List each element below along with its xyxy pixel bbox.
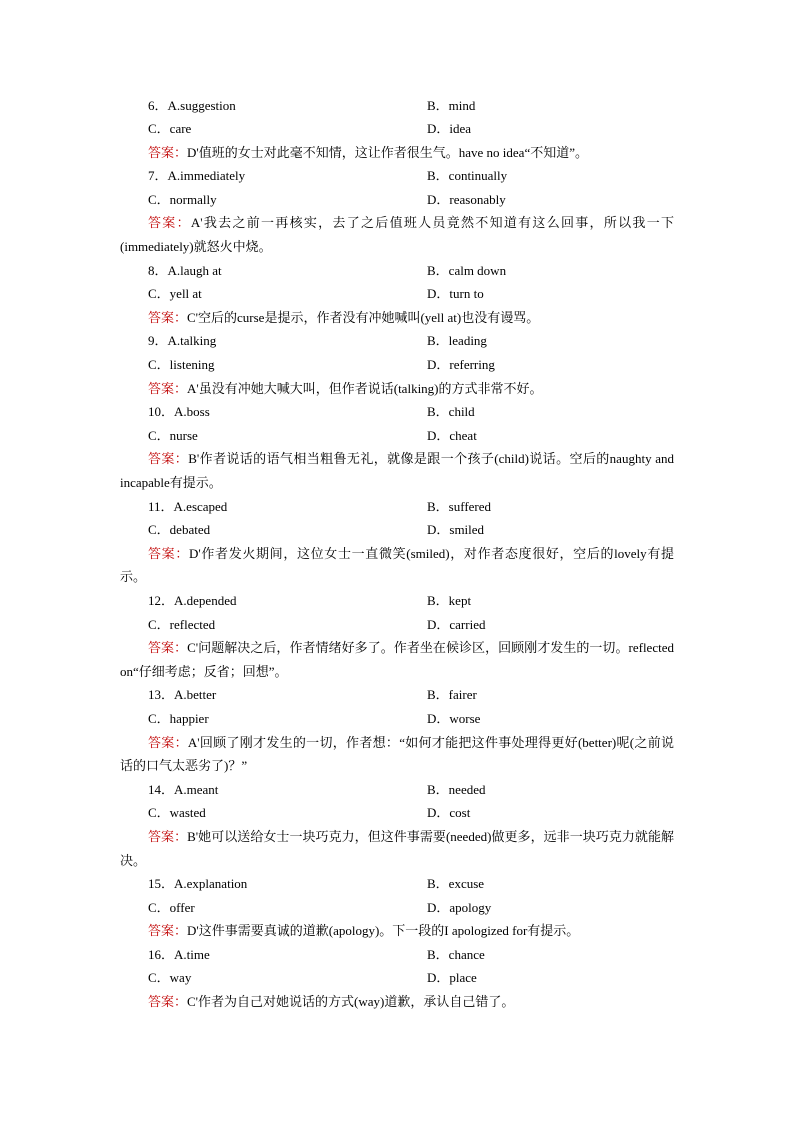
question-block xyxy=(0,589,794,683)
options-row xyxy=(0,400,794,424)
options-row xyxy=(0,943,794,967)
option-d: D．place xyxy=(427,970,477,986)
options-row xyxy=(0,117,794,141)
answer-explanation xyxy=(0,306,794,330)
option-b: B．excuse xyxy=(427,876,485,892)
question-block xyxy=(0,259,794,330)
option-b: B．fairer xyxy=(427,687,477,703)
question-block xyxy=(0,400,794,494)
answer-label: 答案： xyxy=(148,380,188,396)
option-c: C．care xyxy=(148,121,192,137)
answer-explanation xyxy=(0,919,794,943)
question-number: 15． xyxy=(148,876,175,892)
answer-text: D'作者发火期间，这位女士一直微笑(smiled)，对作者态度很好，空后的lovely有提示。 xyxy=(120,545,674,585)
option-d: D．worse xyxy=(427,710,481,726)
option-a-text: A.depended xyxy=(174,592,237,608)
option-b: B．chance xyxy=(427,946,485,962)
answer-label: 答案： xyxy=(148,734,188,750)
options-row xyxy=(0,778,794,802)
answer-explanation xyxy=(0,825,794,872)
answer-explanation xyxy=(0,636,794,683)
answer-text: A'我去之前一再核实，去了之后值班人员竟然不知道有这么回事，所以我一下(immediately)就怒火中烧。 xyxy=(120,215,674,255)
option-b: B．leading xyxy=(427,333,487,349)
answer-text: B'她可以送给女士一块巧克力，但这件事需要(needed)做更多，远非一块巧克力就能解决。 xyxy=(120,828,674,868)
option-c: C．normally xyxy=(148,191,217,207)
answer-text: C'作者为自己对她说话的方式(way)道歉，承认自己错了。 xyxy=(187,994,515,1010)
answer-explanation xyxy=(0,211,794,258)
question-number: 6． xyxy=(148,97,168,113)
answer-label: 答案： xyxy=(148,451,189,467)
option-a xyxy=(148,778,218,802)
option-d: D．turn to xyxy=(427,286,484,302)
option-a xyxy=(148,329,216,353)
option-b: B．needed xyxy=(427,781,486,797)
option-a xyxy=(148,400,210,424)
option-b: B．continually xyxy=(427,168,508,184)
option-a-text: A.boss xyxy=(174,404,210,420)
option-c: C．yell at xyxy=(148,286,202,302)
question-number: 8． xyxy=(148,262,168,278)
options-row xyxy=(0,896,794,920)
answer-text: B'作者说话的语气相当粗鲁无礼，就像是跟一个孩子(child)说话。空后的naughty and incapable有提示。 xyxy=(120,451,674,490)
answer-explanation xyxy=(0,731,794,778)
answer-label: 答案： xyxy=(148,828,188,844)
option-b: B．child xyxy=(427,404,475,420)
answer-label: 答案： xyxy=(148,545,189,561)
answer-label: 答案： xyxy=(148,144,188,160)
options-row xyxy=(0,259,794,283)
option-d: D．referring xyxy=(427,357,495,373)
option-a xyxy=(148,259,222,283)
option-c: C．wasted xyxy=(148,805,206,821)
option-a-text: A.explanation xyxy=(174,876,248,892)
option-d: D．smiled xyxy=(427,522,485,538)
options-row xyxy=(0,424,794,448)
answer-explanation xyxy=(0,542,794,589)
question-block xyxy=(0,94,794,165)
options-row xyxy=(0,94,794,118)
option-d: D．apology xyxy=(427,899,492,915)
option-c: C．nurse xyxy=(148,427,198,443)
options-row xyxy=(0,613,794,637)
answer-label: 答案： xyxy=(148,215,191,231)
options-row xyxy=(0,518,794,542)
answer-explanation xyxy=(0,141,794,165)
options-row xyxy=(0,683,794,707)
option-c: C．reflected xyxy=(148,616,216,632)
options-row xyxy=(0,282,794,306)
options-row xyxy=(0,589,794,613)
option-d: D．cheat xyxy=(427,427,477,443)
option-c: C．offer xyxy=(148,899,195,915)
option-a-text: A.meant xyxy=(174,781,219,797)
option-b: B．mind xyxy=(427,97,476,113)
option-d: D．cost xyxy=(427,805,471,821)
option-b: B．calm down xyxy=(427,262,507,278)
option-a-text: A.laugh at xyxy=(167,262,222,278)
question-number: 9． xyxy=(148,333,168,349)
question-block xyxy=(0,943,794,1014)
option-a-text: A.better xyxy=(174,687,217,703)
options-row xyxy=(0,801,794,825)
option-a xyxy=(148,683,216,707)
answer-explanation xyxy=(0,447,794,494)
question-number: 7． xyxy=(148,168,168,184)
question-number: 12． xyxy=(148,592,175,608)
option-a xyxy=(148,164,245,188)
option-a-text: A.suggestion xyxy=(167,97,236,113)
option-a xyxy=(148,94,236,118)
answer-explanation xyxy=(0,377,794,401)
option-c: C．debated xyxy=(148,522,211,538)
answer-text: C'问题解决之后，作者情绪好多了。作者坐在候诊区，回顾刚才发生的一切。reflected on“仔细考虑；反省；回想”。 xyxy=(120,640,674,679)
question-number: 14． xyxy=(148,781,175,797)
option-a-text: A.immediately xyxy=(167,168,246,184)
option-b: B．kept xyxy=(427,592,472,608)
options-row xyxy=(0,164,794,188)
option-a xyxy=(148,495,227,519)
answer-text: A'回顾了刚才发生的一切，作者想：“如何才能把这件事处理得更好(better)呢(之前说话的口气太恶劣了)？” xyxy=(120,734,674,774)
options-row xyxy=(0,966,794,990)
answer-label: 答案： xyxy=(148,309,188,325)
option-b: B．suffered xyxy=(427,498,492,514)
options-row xyxy=(0,188,794,212)
question-block xyxy=(0,872,794,943)
question-number: 11． xyxy=(148,498,174,514)
option-a-text: A.talking xyxy=(167,333,217,349)
option-d: D．reasonably xyxy=(427,191,506,207)
options-row xyxy=(0,872,794,896)
question-block xyxy=(0,778,794,872)
question-block xyxy=(0,495,794,589)
answer-text: D'值班的女士对此毫不知情，这让作者很生气。have no idea“不知道”。 xyxy=(187,144,588,160)
question-block xyxy=(0,329,794,400)
options-row xyxy=(0,707,794,731)
option-d: D．carried xyxy=(427,616,486,632)
option-a-text: A.escaped xyxy=(173,498,228,514)
answer-text: D'这件事需要真诚的道歉(apology)。下一段的I apologized for有提示。 xyxy=(187,923,580,939)
answer-explanation xyxy=(0,990,794,1014)
question-block xyxy=(0,683,794,777)
option-a-text: A.time xyxy=(174,946,210,962)
answer-label: 答案： xyxy=(148,994,188,1010)
answer-text: A'虽没有冲她大喊大叫，但作者说话(talking)的方式非常不好。 xyxy=(187,380,543,396)
option-c: C．listening xyxy=(148,357,215,373)
option-d: D．idea xyxy=(427,121,472,137)
options-row xyxy=(0,495,794,519)
answer-text: C'空后的curse是提示，作者没有冲她喊叫(yell at)也没有谩骂。 xyxy=(187,309,540,325)
question-number: 10． xyxy=(148,404,175,420)
question-number: 16． xyxy=(148,946,175,962)
question-block xyxy=(0,164,794,258)
question-number: 13． xyxy=(148,687,175,703)
option-a xyxy=(148,589,236,613)
option-a xyxy=(148,872,247,896)
options-row xyxy=(0,353,794,377)
answer-label: 答案： xyxy=(148,640,188,656)
option-c: C．way xyxy=(148,970,192,986)
option-c: C．happier xyxy=(148,710,209,726)
option-a xyxy=(148,943,210,967)
options-row xyxy=(0,329,794,353)
answer-label: 答案： xyxy=(148,923,188,939)
